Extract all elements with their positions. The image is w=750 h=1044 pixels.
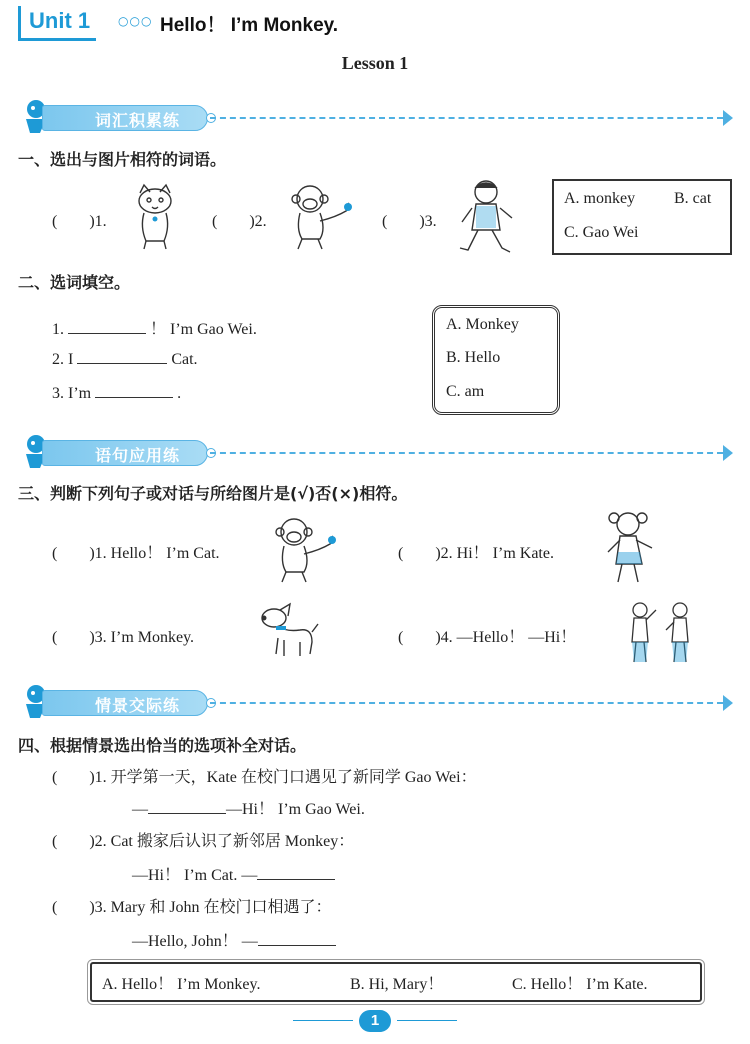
q2-option-a: A. Monkey [446, 316, 519, 333]
monkey-picture [272, 514, 342, 586]
q1-item-3: ( )3. [382, 213, 437, 230]
cat-picture [130, 183, 180, 251]
q4-item-1-prefix: — [132, 801, 148, 818]
q2-item-1-suffix: ！ I’m Gao Wei. [150, 321, 257, 338]
q2-option-c: C. am [446, 383, 485, 400]
q2-blank-2[interactable] [77, 349, 167, 364]
section-banner-sentence [18, 438, 733, 468]
unit-title: Hello！ I’m Monkey. [160, 15, 339, 36]
question-2-heading: 二、选词填空。 [18, 273, 131, 292]
q4-item-2-prefix: —Hi！ I’m Cat. — [132, 867, 258, 884]
q4-item-1-suffix: —Hi！ I’m Gao Wei. [226, 801, 365, 818]
section-banner-vocab [18, 103, 733, 133]
q2-item-1-prefix: 1. [52, 321, 64, 338]
q1-item-1: ( )1. [52, 213, 107, 230]
question-3-heading: 三、判断下列句子或对话与所给图片是(√)否(×)相符。 [18, 484, 408, 503]
q2-option-b: B. Hello [446, 349, 501, 366]
q2-blank-1[interactable] [68, 319, 146, 334]
page-number [0, 1010, 750, 1032]
monkey-picture [288, 181, 358, 253]
q2-item-2-suffix: Cat. [171, 351, 198, 368]
two-boys-picture [624, 600, 698, 672]
section-banner-scenario [18, 688, 733, 718]
q2-item-3 [52, 383, 181, 403]
q4-blank-2[interactable] [257, 865, 335, 880]
q4-item-2: ( )2. Cat 搬家后认识了新邻居 Monkey： [52, 833, 355, 850]
dog-picture [256, 602, 322, 662]
q2-blank-3[interactable] [95, 383, 173, 398]
q2-item-3-suffix: . [177, 385, 182, 402]
q4-item-2-dialogue [132, 862, 335, 885]
q3-item-3: ( )3. I’m Monkey. [52, 629, 195, 646]
q2-item-1 [52, 316, 257, 339]
q1-item-2: ( )2. [212, 213, 267, 230]
q2-item-2 [52, 349, 198, 369]
section-label: 情景交际练 [95, 696, 181, 715]
q4-item-3-dialogue [132, 928, 336, 951]
q4-item-3-prefix: —Hello, John！ — [132, 933, 258, 950]
gaowei-picture [458, 178, 524, 258]
q2-item-3-prefix: 3. I’m [52, 385, 92, 402]
q1-option-a: A. monkey [564, 190, 636, 207]
q4-item-3: ( )3. Mary 和 John 在校门口相遇了： [52, 899, 332, 916]
unit-label: Unit 1 [18, 6, 96, 41]
q1-option-b: B. cat [674, 190, 712, 207]
q4-option-a: A. Hello！ I’m Monkey. [102, 976, 261, 993]
q3-item-4: ( )4. —Hello！ —Hi！ [398, 629, 577, 646]
lesson-title: Lesson 1 [341, 53, 409, 73]
q4-option-b: B. Hi, Mary！ [350, 976, 444, 993]
question-4-heading: 四、根据情景选出恰当的选项补全对话。 [18, 736, 307, 755]
q3-item-1: ( )1. Hello！ I’m Cat. [52, 545, 220, 562]
q4-item-1: ( )1. 开学第一天，Kate 在校门口遇见了新同学 Gao Wei： [52, 769, 477, 786]
q2-item-2-prefix: 2. I [52, 351, 74, 368]
question-1-heading: 一、选出与图片相符的词语。 [18, 150, 227, 169]
q4-item-1-dialogue [132, 796, 365, 819]
kate-picture [604, 508, 660, 590]
q4-blank-3[interactable] [258, 931, 336, 946]
section-label: 语句应用练 [95, 446, 181, 465]
page-number-badge: 1 [359, 1010, 391, 1032]
unit-dots: ○○○ [118, 14, 153, 28]
q1-option-c: C. Gao Wei [564, 224, 639, 241]
q3-item-2: ( )2. Hi！ I’m Kate. [398, 545, 554, 562]
q4-blank-1[interactable] [148, 799, 226, 814]
section-label: 词汇积累练 [95, 111, 181, 130]
q4-option-c: C. Hello！ I’m Kate. [512, 976, 648, 993]
